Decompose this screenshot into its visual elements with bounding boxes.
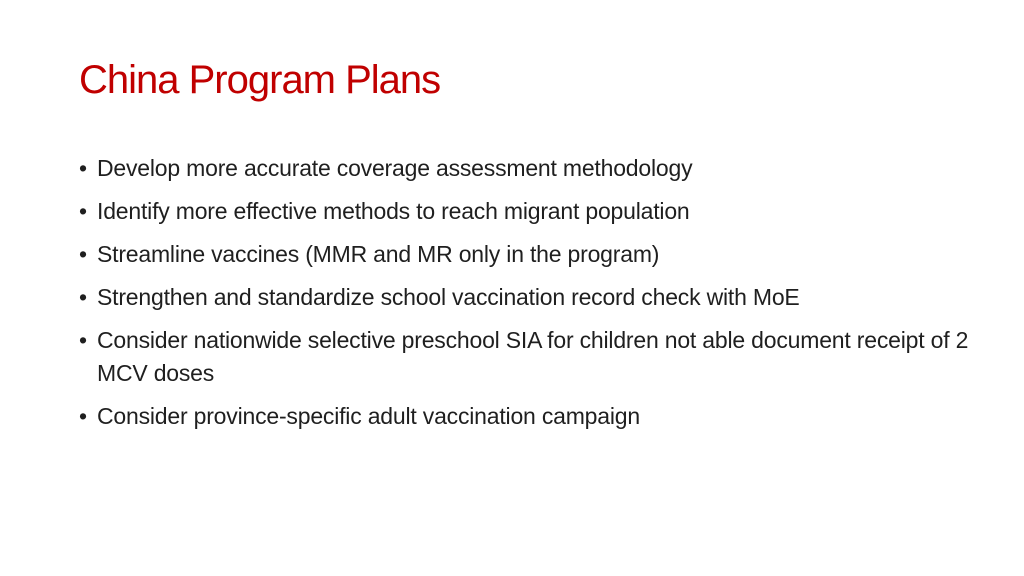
bullet-dot-icon: • (79, 241, 87, 267)
bullet-item-migrant-population (79, 195, 979, 228)
bullet-item-coverage-assessment (79, 152, 979, 185)
bullet-text: Consider province-specific adult vaccination campaign (97, 403, 640, 429)
bullet-dot-icon: • (79, 198, 87, 224)
bullet-text: Consider nationwide selective preschool SIA for children not able document receipt of 2 MCV doses (97, 327, 969, 386)
bullet-item-streamline-vaccines (79, 238, 979, 271)
bullet-dot-icon: • (79, 403, 87, 429)
bullet-dot-icon: • (79, 284, 87, 310)
bullet-item-preschool-sia (79, 324, 979, 390)
bullet-dot-icon: • (79, 327, 87, 353)
bullet-item-adult-campaign (79, 400, 979, 433)
slide-title: China Program Plans (79, 58, 441, 102)
bullet-item-school-record-check (79, 281, 979, 314)
bullet-text: Identify more effective methods to reach migrant population (97, 198, 690, 224)
bullet-dot-icon: • (79, 155, 87, 181)
bullet-text: Strengthen and standardize school vaccination record check with MoE (97, 284, 800, 310)
bullet-text: Develop more accurate coverage assessment methodology (97, 155, 693, 181)
bullet-text: Streamline vaccines (MMR and MR only in the program) (97, 241, 660, 267)
bullet-list (79, 152, 979, 443)
